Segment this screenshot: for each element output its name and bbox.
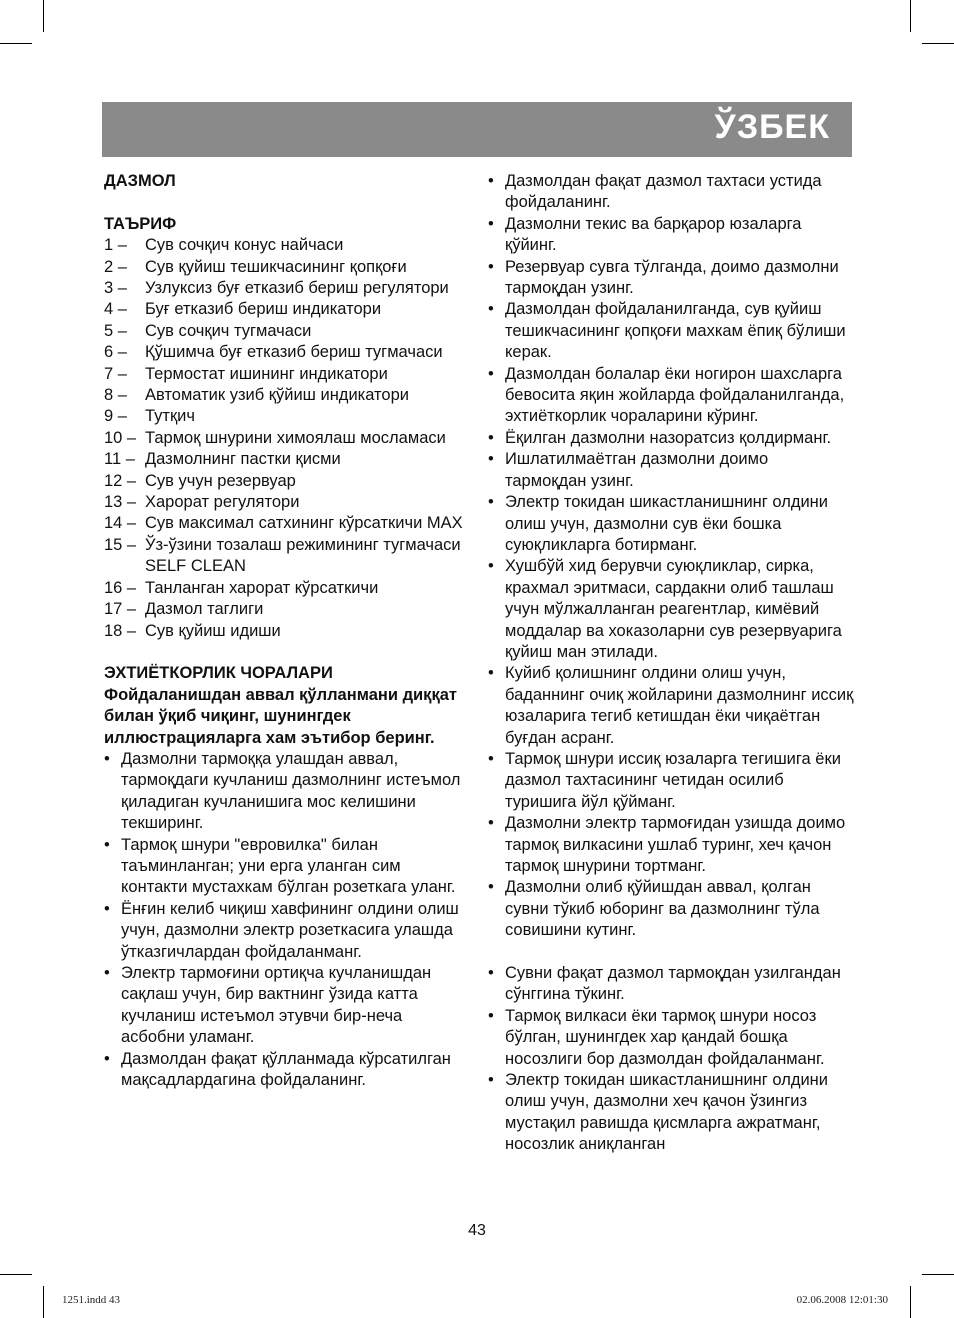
crop-mark — [910, 0, 911, 32]
bullet-item — [488, 428, 854, 449]
list-item — [104, 449, 464, 470]
bullet-icon: • — [488, 450, 494, 469]
list-item — [104, 513, 464, 534]
bullet-item — [104, 749, 464, 835]
crop-mark — [922, 43, 954, 44]
bullet-icon: • — [104, 835, 110, 854]
bullet-icon: • — [488, 878, 494, 897]
safety-list-right-b — [488, 963, 854, 1156]
list-item — [104, 621, 464, 642]
item-number: 5 – — [104, 321, 127, 340]
bullet-item — [104, 963, 464, 1049]
item-number: 11 – — [104, 450, 135, 469]
bullet-item — [488, 556, 854, 663]
footer-filename: 1251.indd 43 — [62, 1294, 121, 1306]
bullet-text: Дазмолдан фақат қўлланмада кўрсатилган мақсадлардагина фойдаланинг. — [121, 1049, 451, 1090]
item-text: Автоматик узиб қўйиш индикатори — [145, 386, 409, 405]
list-item — [104, 235, 464, 256]
list-item — [104, 342, 464, 363]
bullet-icon: • — [488, 557, 494, 576]
bullet-icon: • — [488, 1006, 494, 1025]
list-item — [104, 492, 464, 513]
bullet-text: Электр тармоғини ортиқча кучланишдан сақлаш учун, бир вактнинг ўзида катта кучланиш истеъмол этувчи бир-неча асбобни уламанг. — [121, 964, 432, 1047]
item-text: Қўшимча буғ етказиб бериш тугмачаси — [145, 343, 443, 362]
crop-mark — [910, 1286, 911, 1318]
item-text: Сув қуйиш идиши — [145, 621, 281, 640]
bullet-text: Дазмолдан фойдаланилганда, сув қуйиш тешикчасининг қопқоғи махкам ёпиқ бўлиши керак. — [505, 300, 846, 362]
right-column — [488, 171, 854, 1156]
bullet-item — [488, 877, 854, 941]
bullet-text: Сувни фақат дазмол тармоқдан узилгандан сўнггина тўкинг. — [505, 964, 841, 1004]
banner-title: ЎЗБЕК — [714, 108, 830, 146]
item-text: Сув сочқич тугмачаси — [145, 321, 312, 340]
bullet-item — [488, 813, 854, 877]
list-item — [104, 278, 464, 299]
item-number: 8 – — [104, 386, 127, 405]
bullet-text: Хушбўй хид берувчи суюқликлар, сирка, крахмал эритмаси, сардакни олиб ташлаш учун мўлжалланган реагентлар, кимёвий моддалар ва хоказоларни сув резервуарига қуйиш ман этилади. — [505, 557, 842, 661]
bullet-text: Тармоқ шнури "евровилка" билан таъминланган; уни ерга уланган сим контакти мустахкам бўлган розеткага уланг. — [121, 835, 456, 897]
bullet-text: Электр токидан шикастланишнинг олдини олиш учун, дазмолни сув ёки бошка суюқликларга ботирманг. — [505, 493, 829, 554]
item-number: 9 – — [104, 407, 127, 426]
bullet-icon: • — [488, 428, 494, 447]
item-text: Сув максимал сатхининг кўрсаткичи MAX — [145, 514, 463, 533]
bullet-text: Куйиб қолишнинг олдини олиш учун, баданнинг очиқ жойларини дазмолнинг иссиқ юзаларига тегиб кетишдан ёки чиқаётган буғдан асранг. — [505, 664, 854, 747]
bullet-item — [488, 364, 854, 428]
item-number: 13 – — [104, 493, 137, 512]
bullet-item — [488, 449, 854, 492]
language-banner — [102, 102, 852, 157]
bullet-icon: • — [488, 814, 494, 833]
item-text: Узлуксиз буғ етказиб бериш регулятори — [145, 279, 449, 298]
bullet-text: Ёқилган дазмолни назоратсиз қолдирманг. — [505, 428, 832, 447]
bullet-text: Дазмолни текис ва барқарор юзаларга қўйинг. — [505, 214, 802, 255]
parts-list — [104, 235, 464, 642]
bullet-item — [488, 963, 854, 1006]
bullet-item — [104, 1049, 464, 1092]
bullet-icon: • — [488, 214, 494, 233]
list-item — [104, 578, 464, 599]
item-text: Танланган харорат кўрсаткичи — [145, 578, 379, 597]
section-heading-description: ТАЪРИФ — [104, 214, 177, 233]
crop-mark — [0, 1274, 32, 1275]
bullet-item — [488, 1070, 854, 1156]
list-item — [104, 428, 464, 449]
list-item — [104, 299, 464, 320]
bullet-text: Дазмолни олиб қўйишдан аввал, қолган сувни тўкиб юборинг ва дазмолнинг тўла совишини кутинг. — [505, 878, 820, 940]
left-column — [104, 171, 464, 1091]
bullet-item — [488, 749, 854, 813]
bullet-icon: • — [488, 257, 494, 276]
item-number: 2 – — [104, 257, 127, 276]
crop-mark — [43, 1286, 44, 1318]
bullet-item — [488, 492, 854, 556]
list-item — [104, 471, 464, 492]
item-number: 12 – — [104, 471, 137, 490]
item-number: 18 – — [104, 621, 137, 640]
item-number: 6 – — [104, 343, 127, 362]
bullet-icon: • — [488, 172, 494, 190]
bullet-icon: • — [488, 964, 494, 983]
item-text: Сув сочқич конус найчаси — [145, 236, 344, 255]
bullet-text: Дазмолдан болалар ёки ногирон шахсларга бевосита яқин жойларда фойдаланилганда, эхтиёткорлик чораларини кўринг. — [505, 364, 845, 426]
item-text: Дазмолнинг пастки қисми — [145, 450, 341, 469]
page-number: 43 — [468, 1222, 486, 1239]
section-heading-safety: ЭХТИЁТКОРЛИК ЧОРАЛАРИ — [104, 664, 333, 683]
bullet-text: Электр токидан шикастланишнинг олдини олиш учун, дазмолни хеч қачон ўзингиз мустақил равишда қисмларга ажратманг, носозлик аниқланган — [505, 1071, 829, 1154]
section-heading-iron: ДАЗМОЛ — [104, 172, 176, 190]
item-text: Сув қуйиш тешикчасининг қопқоғи — [145, 257, 407, 276]
bullet-item — [104, 899, 464, 963]
bullet-item — [488, 171, 854, 214]
bullet-item — [488, 257, 854, 300]
safety-intro: Фойдаланишдан аввал қўлланмани диққат билан ўқиб чиқинг, шунингдек иллюстрацияларга хам эътибор беринг. — [104, 685, 457, 747]
bullet-icon: • — [488, 1071, 494, 1090]
item-number: 16 – — [104, 578, 137, 597]
list-item — [104, 406, 464, 427]
bullet-text: Ёнғин келиб чиқиш хавфининг олдини олиш учун, дазмолни электр розеткасига улашда ўтказгичлардан фойдаланманг. — [121, 899, 459, 961]
bullet-icon: • — [104, 1049, 110, 1068]
bullet-item — [488, 214, 854, 257]
bullet-icon: • — [488, 364, 494, 383]
item-number: 1 – — [104, 236, 127, 255]
bullet-text: Тармоқ шнури иссиқ юзаларга тегишига ёки дазмол тахтасининг четидан осилиб туришига йўл қўйманг. — [505, 749, 841, 811]
bullet-text: Дазмолни тармоққа улашдан аввал, тармоқдаги кучланиш дазмолнинг истеъмол қиладиган кучланишига мос келишини текширинг. — [121, 749, 461, 833]
bullet-text: Тармоқ вилкаси ёки тармоқ шнури носоз бўлган, шунингдек хар қандай бошқа носозлиги бор дазмолдан фойдаланманг. — [505, 1006, 825, 1068]
item-text: Дазмол таглиги — [145, 600, 264, 619]
list-item — [104, 321, 464, 342]
crop-mark — [0, 43, 32, 44]
item-number: 7 – — [104, 364, 127, 383]
item-text: Ўз-ўзини тозалаш режимининг тугмачаси SELF CLEAN — [145, 535, 461, 576]
item-number: 17 – — [104, 600, 137, 619]
bullet-text: Резервуар сувга тўлганда, доимо дазмолни тармоқдан узинг. — [505, 257, 839, 298]
bullet-item — [488, 299, 854, 363]
item-number: 10 – — [104, 428, 137, 447]
bullet-icon: • — [104, 899, 110, 918]
safety-list-right-a — [488, 171, 854, 942]
bullet-item — [488, 663, 854, 749]
bullet-icon: • — [488, 664, 494, 683]
item-text: Тутқич — [145, 407, 195, 426]
crop-mark — [922, 1274, 954, 1275]
safety-list-left — [104, 749, 464, 1092]
item-number: 14 – — [104, 514, 137, 533]
bullet-item — [104, 835, 464, 899]
item-text: Термостат ишининг индикатори — [145, 364, 388, 383]
list-item — [104, 257, 464, 278]
bullet-icon: • — [104, 964, 110, 982]
list-item — [104, 385, 464, 406]
item-number: 15 – — [104, 535, 137, 554]
bullet-icon: • — [488, 749, 494, 768]
item-text: Харорат регулятори — [145, 493, 300, 512]
crop-mark — [43, 0, 44, 32]
item-text: Сув учун резервуар — [145, 471, 296, 490]
item-text: Буғ етказиб бериш индикатори — [145, 300, 382, 319]
item-text: Тармоқ шнурини химоялаш мосламаси — [145, 428, 446, 447]
bullet-text: Дазмолдан фақат дазмол тахтаси устида фойдаланинг. — [505, 172, 822, 212]
item-number: 4 – — [104, 300, 127, 319]
bullet-item — [488, 1006, 854, 1070]
bullet-icon: • — [488, 493, 494, 512]
list-item — [104, 535, 464, 578]
list-item — [104, 364, 464, 385]
item-number: 3 – — [104, 279, 127, 298]
footer-timestamp: 02.06.2008 12:01:30 — [796, 1294, 888, 1306]
bullet-icon: • — [104, 749, 110, 768]
bullet-text: Дазмолни электр тармоғидан узишда доимо тармоқ вилкасини ушлаб туринг, хеч қачон тармоқ шнурини тортманг. — [505, 814, 846, 875]
bullet-icon: • — [488, 300, 494, 319]
bullet-text: Ишлатилмаётган дазмолни доимо тармоқдан узинг. — [505, 450, 769, 490]
list-item — [104, 599, 464, 620]
